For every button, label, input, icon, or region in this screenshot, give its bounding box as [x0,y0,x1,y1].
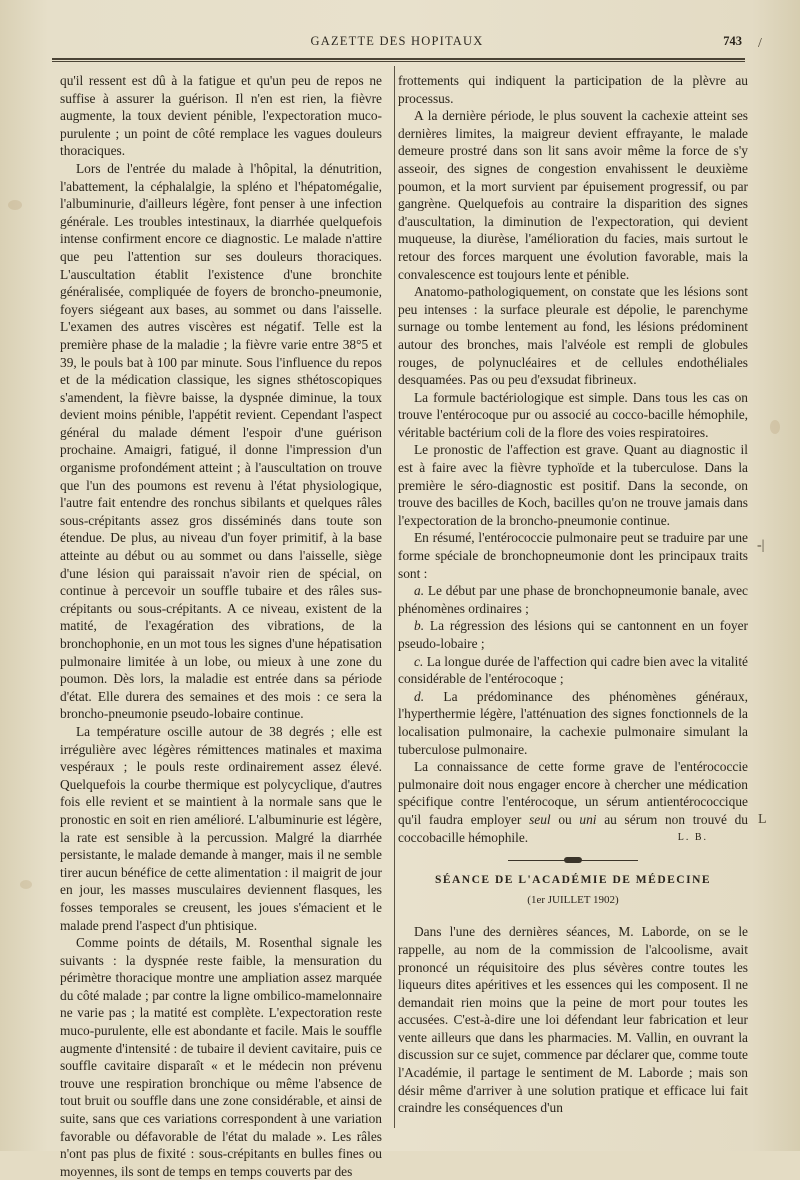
header-rule [52,58,745,62]
list-item [398,688,748,758]
list-item [398,582,748,617]
conclusion-text: La connaissance de cette forme grave de l'entérococcie pulmonaire doit nous engager encore à chercher une médication spécifique contre l'entérocoque, un sérum antientérococcique qu'il faudra employer [398,759,748,827]
ornament-center [564,857,582,863]
right-column [398,72,748,1117]
paragraph: En résumé, l'entérococcie pulmonaire peut se traduire par une forme spéciale de bronchopneumonie dont les principaux traits sont : [398,530,748,581]
author-signature: L. B. [677,831,708,843]
margin-mark-middle: -| [757,538,765,553]
paragraph: Comme points de détails, M. Rosenthal signale les suivants : la dyspnée reste faible, la mensuration du périmètre thoracique montre une ampliation assez marquée du côté malade ; par contre la ligne ombilico-mamelonnaire ne varie pas ; la matité est complète. L'expectoration reste muco-purulente, elle est abondante et facile. Mais le souffle augmente d'intensité : de tubaire il devient cavitaire, puis ce souffle cavitaire disparaît « et le médecin non prévenu trouve une respiration bronchique ou même l'absence de tout bruit ou souffle dans une zone considérable, et ainsi de suite, sans que ces variations correspondent à une variation favorable ou défavorable de l'état du malade ». Les râles n'ont pas plus de fixité : sous-crépitants en bulles fines ou moyennes, ils sont de temps en temps couverts par des [60,935,382,1179]
page-header [52,34,742,54]
paragraph: frottements qui indiquent la participation de la plèvre au processus. [398,73,748,106]
page-number: 743 [723,34,742,48]
paper-stain [8,200,22,210]
column-divider [394,66,395,1128]
item-text: La prédominance des phénomènes généraux, l'hyperthermie légère, l'atténuation des signes fonctionnels de la localisation pulmonaire, la cachexie pulmonaire simulant la tuberculose pulmonaire. [398,688,748,757]
list-item [398,653,748,688]
item-text: Le début par une phase de bronchopneumonie banale, avec phénomènes ordinaires ; [398,583,748,616]
paper-stain [20,880,32,889]
item-text: La régression des lésions qui se cantonnent en un foyer pseudo-lobaire ; [398,618,748,651]
list-item [398,617,748,652]
paragraph: qu'il ressent est dû à la fatigue et qu'un peu de repos ne suffise à assurer la guérison. Il n'en est rien, la fièvre augmente, la toux devient pénible, l'expectoration muco-purulente ; un point de côté remplace les vagues douleurs thoraciques. [60,73,382,159]
paragraph: A la dernière période, le plus souvent la cachexie atteint ses dernières limites, la maigreur devient effrayante, le malade demeure prostré dans son lit sans avoir même la force de s'y asseoir, des signes de congestion envahissent le deuxième poumon, et la mort survient par épuisement progressif, ou par gangrène. Quelquefois au contraire la disparition des signes d'auscultation, la diminution de l'expectoration, qui devient muqueuse, la diurèse, l'amélioration du facies, mais surtout le retour des forces marquent une évolution favorable, mais la convalescence est toujours lente et pénible. [398,108,748,282]
item-letter: b. [414,618,425,634]
section-title: SÉANCE DE L'ACADÉMIE DE MÉDECINE [434,874,712,887]
emphasis-seul: seul [529,811,551,827]
paper-stain [770,420,780,434]
margin-mark-lower: L [758,812,767,827]
paragraph: Lors de l'entrée du malade à l'hôpital, la dénutrition, l'abattement, la céphalalgie, la spléno et l'hépatomégalie, l'albuminurie, d'ailleurs légère, font penser à une infection générale. Les troubles intestinaux, la diarrhée quelquefois intense confirment encore ce diagnostic. Le malade n'attire que peu l'attention sur ses douleurs thoraciques. L'auscultation établit l'existence d'une bronchite généralisée, compliquée de foyers de broncho-pneumonie, foyers siégeant aux bases, au sommet ou dans l'aisselle. L'examen des autres viscères est négatif. Telle est la première phase de la maladie ; la fièvre varie entre 38°5 et 39, le pouls bat à 100 par minute. Sous l'influence du repos et de la médication classique, les signes sthétoscopiques s'amendent, la fièvre baisse, la dyspnée diminue, la toux devient moins pénible, l'appétit revient. Cependant l'aspect général du malade dément l'espoir d'une guérison prochaine. Amaigri, fatigué, il donne l'impression d'un organisme profondément atteint ; à l'auscultation on trouve que l'un des poumons est revenu à l'état physiologique, l'autre fait entendre des ronchus sibilants et quelques râles sous-crépitants assez gros disséminés dans toute son étendue. De plus, au niveau d'un foyer primitif, à la base atteinte au début ou au sommet ou dans l'aisselle, siège d'une lésion qui paraissait n'avoir rien de spécial, on continue à percevoir un souffle tubaire et des râles sus-crépitants ou sous-crépitants. A ce niveau, existent de la matité, de l'exagération des vibrations, de la bronchophonie, en un mot tous les signes d'une hépatisation pulmonaire limitée à un lobe, ou mieux à une zone du poumon. Dès lors, la maladie est entrée dans sa période d'état. Elle durera des semaines et des mois : ce sera la broncho-pneumonie pseudo-lobaire continue. [60,160,382,722]
conclusion-paragraph [398,758,748,846]
item-text: La longue durée de l'affection qui cadre bien avec la vitalité considérable de l'entérocoque ; [398,653,748,687]
paragraph: La formule bactériologique est simple. Dans tous les cas on trouve l'entérocoque pur ou associé au cocco-bacille hémophile, véritable bactérium coli de la flore des voies respiratoires. [398,389,748,440]
section-date: (1er JUILLET 1902) [527,893,619,906]
item-letter: d. [414,688,425,704]
paragraph: Dans l'une des dernières séances, M. Laborde, on se le rappelle, au nom de la commission de l'alcoolisme, avait prononcé un réquisitoire des plus sévères contre toutes les liqueurs dites apéritives et les essences qui les composent. Il ne demandait rien moins que la peine de mort pour toutes les accusées. C'est-à-dire une loi défendant leur fabrication et leur vente ailleurs que dans les pharmacies. M. Vallin, en ouvrant la discussion sur ce sujet, commence par déclarer que, comme toute l'Académie, il partage le sentiment de M. Laborde ; mais son désir même d'arriver à une solution pratique et efficace lui fait craindre les conséquences d'un [398,924,748,1116]
paragraph: Le pronostic de l'affection est grave. Quant au diagnostic il est à faire avec la fièvre typhoïde et la tuberculose. Dans la première le séro-diagnostic est positif. Dans la seconde, on trouve des bacilles de Koch, bacilles qu'on ne trouve jamais dans l'expectoration de la broncho-pneumonie continue. [398,442,748,528]
left-column [60,72,382,1180]
paragraph: La température oscille autour de 38 degrés ; elle est irrégulière avec légères rémittences matinales et maxima vespéraux ; le pouls reste ordinairement assez élevé. Quelquefois la courbe thermique est polycyclique, d'autres fois elle revient et se maintient à la normale sans que le pronostic en soit en rien amélioré. L'albuminurie est légère, la rate est sensible à la percussion. Malgré la diarrhée persistante, le malade demande à manger, mais il ne semble tirer aucun bénéfice de cette alimentation : il maigrit de jour en jour, les masses musculaires deviennent flasques, les fosses temporales se creusent, les joues s'émacient et le malade prend l'aspect d'un phtisique. [60,723,382,933]
item-letter: a. [414,583,425,599]
journal-title: GAZETTE DES HOPITAUX [310,34,484,48]
emphasis-uni: uni [579,811,597,827]
margin-mark-top: / [758,36,762,51]
item-letter: c. [414,653,424,669]
section-ornament [508,856,638,866]
paragraph: Anatomo-pathologiquement, on constate que les lésions sont peu intenses : la surface pleurale est dépolie, le parenchyme surnage ou tombe lentement au fond, les lésions prédominent autour des bronches, mais l'alvéole est rempli de globules rouges, de polynucléaires et de cellules endothéliales desquamées. Pas ou peu d'exsudat fibrineux. [398,284,748,388]
conclusion-text: au sérum non trouvé du coccobacille hémophile. [398,811,748,845]
conclusion-text: ou [550,811,580,827]
